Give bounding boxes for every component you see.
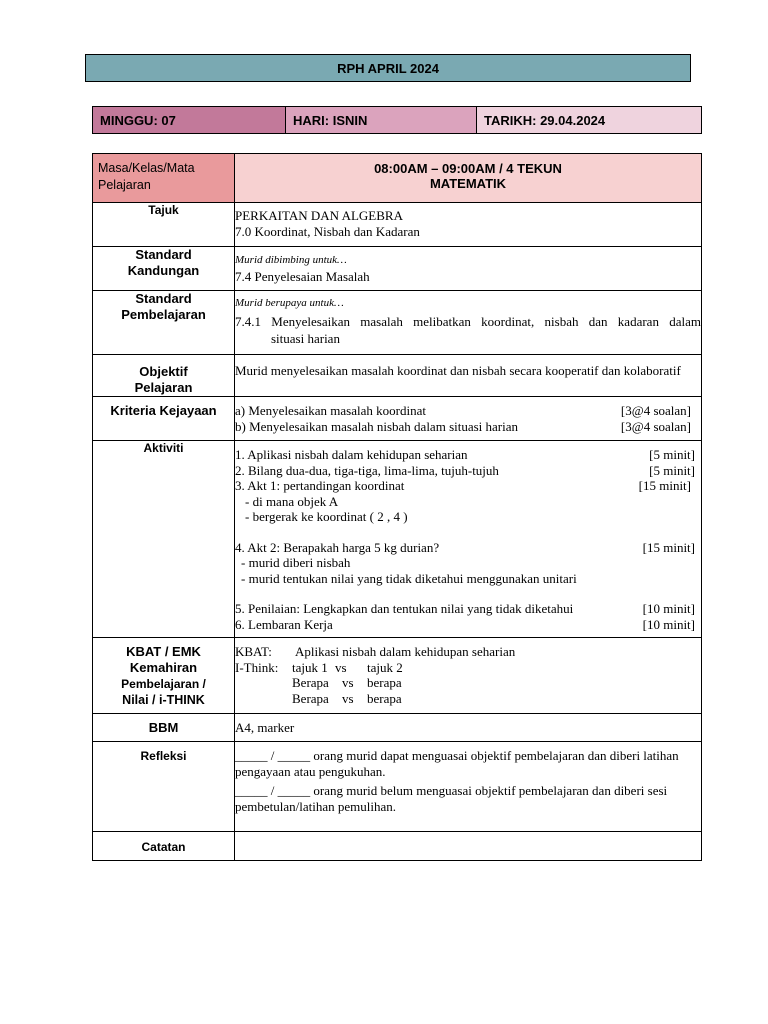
kriteria-item bbox=[235, 419, 691, 435]
standard-kandungan-text: 7.4 Penyelesaian Masalah bbox=[235, 268, 370, 284]
aktiviti-time: [10 minit] bbox=[642, 601, 695, 616]
standard-kandungan-row bbox=[93, 247, 702, 291]
ithink-b: berapa bbox=[367, 675, 402, 690]
kbat-key: KBAT: bbox=[235, 644, 272, 659]
objektif-label-1: Objektif bbox=[139, 364, 188, 379]
aktiviti-text: 2. Bilang dua-dua, tiga-tiga, lima-lima, tujuh-tujuh bbox=[235, 462, 499, 478]
objektif-content: Murid menyelesaikan masalah koordinat dan nisbah secara kooperatif dan kolaboratif bbox=[235, 355, 702, 397]
standard-kandungan-label bbox=[93, 247, 235, 291]
refleksi-p1: _____ / _____ orang murid dapat menguasai objektif pembelajaran dan diberi latihan pengayaan atau pengukuhan. bbox=[235, 748, 679, 779]
header-label: Masa/Kelas/Mata Pelajaran bbox=[93, 154, 235, 203]
kbat-label-3: Pembelajaran / bbox=[121, 677, 206, 691]
tajuk-content bbox=[235, 203, 702, 247]
aktiviti-item bbox=[235, 447, 695, 463]
standard-kandungan-intro: Murid dibimbing untuk… bbox=[235, 254, 347, 266]
ithink-row bbox=[235, 660, 701, 676]
aktiviti-time: [5 minit] bbox=[649, 462, 695, 478]
aktiviti-item bbox=[235, 463, 695, 479]
refleksi-label: Refleksi bbox=[93, 742, 235, 832]
header-content bbox=[235, 154, 702, 203]
aktiviti-time: [15 minit] bbox=[638, 478, 691, 493]
kbat-label-2: Kemahiran bbox=[129, 660, 198, 675]
standard-kandungan-content bbox=[235, 247, 702, 291]
kbat-label-4: Nilai / i-THINK bbox=[122, 693, 205, 707]
standard-kandungan-label-2: Kandungan bbox=[127, 262, 200, 278]
ithink-vs: vs bbox=[342, 690, 354, 706]
aktiviti-text: 6. Lembaran Kerja bbox=[235, 616, 333, 632]
ithink-key: I-Think: bbox=[235, 659, 279, 675]
kriteria-item-text: a) Menyelesaikan masalah koordinat bbox=[235, 403, 426, 418]
kriteria-item-note: [3@4 soalan] bbox=[620, 403, 691, 418]
hari-cell: HARI: ISNIN bbox=[285, 107, 476, 133]
standard-pembelajaran-text-2: situasi harian bbox=[271, 331, 340, 346]
aktiviti-label: Aktiviti bbox=[93, 441, 235, 638]
header-time-class: 08:00AM – 09:00AM / 4 TEKUN bbox=[374, 161, 562, 176]
ithink-a: Berapa bbox=[292, 690, 329, 706]
standard-pembelajaran-label-2: Pembelajaran bbox=[121, 306, 206, 322]
header-subject: MATEMATIK bbox=[429, 176, 507, 191]
aktiviti-item bbox=[235, 478, 695, 494]
kriteria-content bbox=[235, 397, 702, 441]
ithink-a: tajuk 1 bbox=[292, 659, 328, 675]
aktiviti-time: [5 minit] bbox=[649, 447, 695, 462]
aktiviti-subitem: - di mana objek A bbox=[245, 493, 339, 509]
standard-pembelajaran-content bbox=[235, 291, 702, 355]
ithink-b: tajuk 2 bbox=[367, 659, 403, 675]
aktiviti-time: [15 minit] bbox=[642, 539, 695, 555]
ithink-row bbox=[235, 675, 701, 691]
kbat-value: Aplikasi nisbah dalam kehidupan seharian bbox=[295, 644, 516, 659]
tajuk-row bbox=[93, 203, 702, 247]
aktiviti-subitem: - murid tentukan nilai yang tidak diketahui menggunakan unitari bbox=[241, 570, 577, 586]
kriteria-label: Kriteria Kejayaan bbox=[93, 397, 235, 441]
standard-pembelajaran-label bbox=[93, 291, 235, 355]
catatan-row bbox=[93, 832, 702, 861]
aktiviti-text: 5. Penilaian: Lengkapkan dan tentukan nilai yang tidak diketahui bbox=[235, 601, 574, 616]
tajuk-label: Tajuk bbox=[93, 203, 235, 247]
objektif-row bbox=[93, 355, 702, 397]
kbat-row bbox=[93, 638, 702, 714]
aktiviti-item bbox=[235, 617, 695, 633]
tarikh-cell: TARIKH: 29.04.2024 bbox=[476, 107, 701, 133]
standard-kandungan-label-1: Standard bbox=[135, 247, 192, 262]
aktiviti-text: 3. Akt 1: pertandingan koordinat bbox=[235, 478, 405, 493]
tajuk-line1: PERKAITAN DAN ALGEBRA bbox=[235, 208, 403, 223]
refleksi-p2: _____ / _____ orang murid belum menguasai objektif pembelajaran dan diberi sesi pembetulan/latihan pemulihan. bbox=[235, 783, 668, 814]
page-title bbox=[85, 54, 691, 82]
kriteria-item-text: b) Menyelesaikan masalah nisbah dalam situasi harian bbox=[235, 418, 519, 434]
aktiviti-text: 1. Aplikasi nisbah dalam kehidupan seharian bbox=[235, 447, 468, 462]
bbm-content: A4, marker bbox=[235, 714, 702, 742]
standard-pembelajaran-row bbox=[93, 291, 702, 355]
standard-pembelajaran-label-1: Standard bbox=[135, 291, 192, 306]
objektif-label-2: Pelajaran bbox=[134, 379, 193, 395]
kriteria-item-note: [3@4 soalan] bbox=[620, 418, 691, 434]
aktiviti-text: 4. Akt 2: Berapakah harga 5 kg durian? bbox=[235, 539, 440, 555]
ithink-vs: vs bbox=[342, 675, 354, 690]
kriteria-item bbox=[235, 403, 691, 419]
standard-pembelajaran-intro: Murid berupaya untuk… bbox=[235, 297, 344, 309]
header-row bbox=[93, 154, 702, 203]
aktiviti-content bbox=[235, 441, 702, 638]
ithink-row bbox=[235, 691, 701, 707]
kbat-line bbox=[235, 644, 701, 660]
bbm-label: BBM bbox=[93, 714, 235, 742]
minggu-cell: MINGGU: 07 bbox=[93, 107, 285, 133]
kbat-label bbox=[93, 638, 235, 714]
page-title-text: RPH APRIL 2024 bbox=[337, 60, 439, 76]
kbat-content bbox=[235, 638, 702, 714]
aktiviti-item bbox=[235, 540, 695, 556]
ithink-vs: vs bbox=[335, 659, 347, 675]
ithink-b: berapa bbox=[367, 690, 402, 706]
refleksi-row bbox=[93, 742, 702, 832]
objektif-label bbox=[93, 355, 235, 397]
aktiviti-subitem: - murid diberi nisbah bbox=[241, 555, 351, 570]
kbat-label-1: KBAT / EMK bbox=[126, 644, 201, 659]
info-bar bbox=[92, 106, 702, 134]
ithink-a: Berapa bbox=[292, 675, 329, 690]
aktiviti-subitem: - bergerak ke koordinat ( 2 , 4 ) bbox=[245, 509, 408, 524]
aktiviti-time: [10 minit] bbox=[642, 616, 695, 632]
kriteria-row bbox=[93, 397, 702, 441]
catatan-content bbox=[235, 832, 702, 861]
lesson-plan-table bbox=[92, 153, 702, 861]
tajuk-line2: 7.0 Koordinat, Nisbah dan Kadaran bbox=[235, 223, 420, 239]
aktiviti-row bbox=[93, 441, 702, 638]
catatan-label: Catatan bbox=[93, 832, 235, 861]
bbm-row bbox=[93, 714, 702, 742]
aktiviti-item bbox=[235, 601, 695, 617]
refleksi-content bbox=[235, 742, 702, 832]
standard-pembelajaran-text-1: 7.4.1 Menyelesaikan masalah melibatkan koordinat, nisbah dan kadaran dalam bbox=[235, 313, 701, 329]
